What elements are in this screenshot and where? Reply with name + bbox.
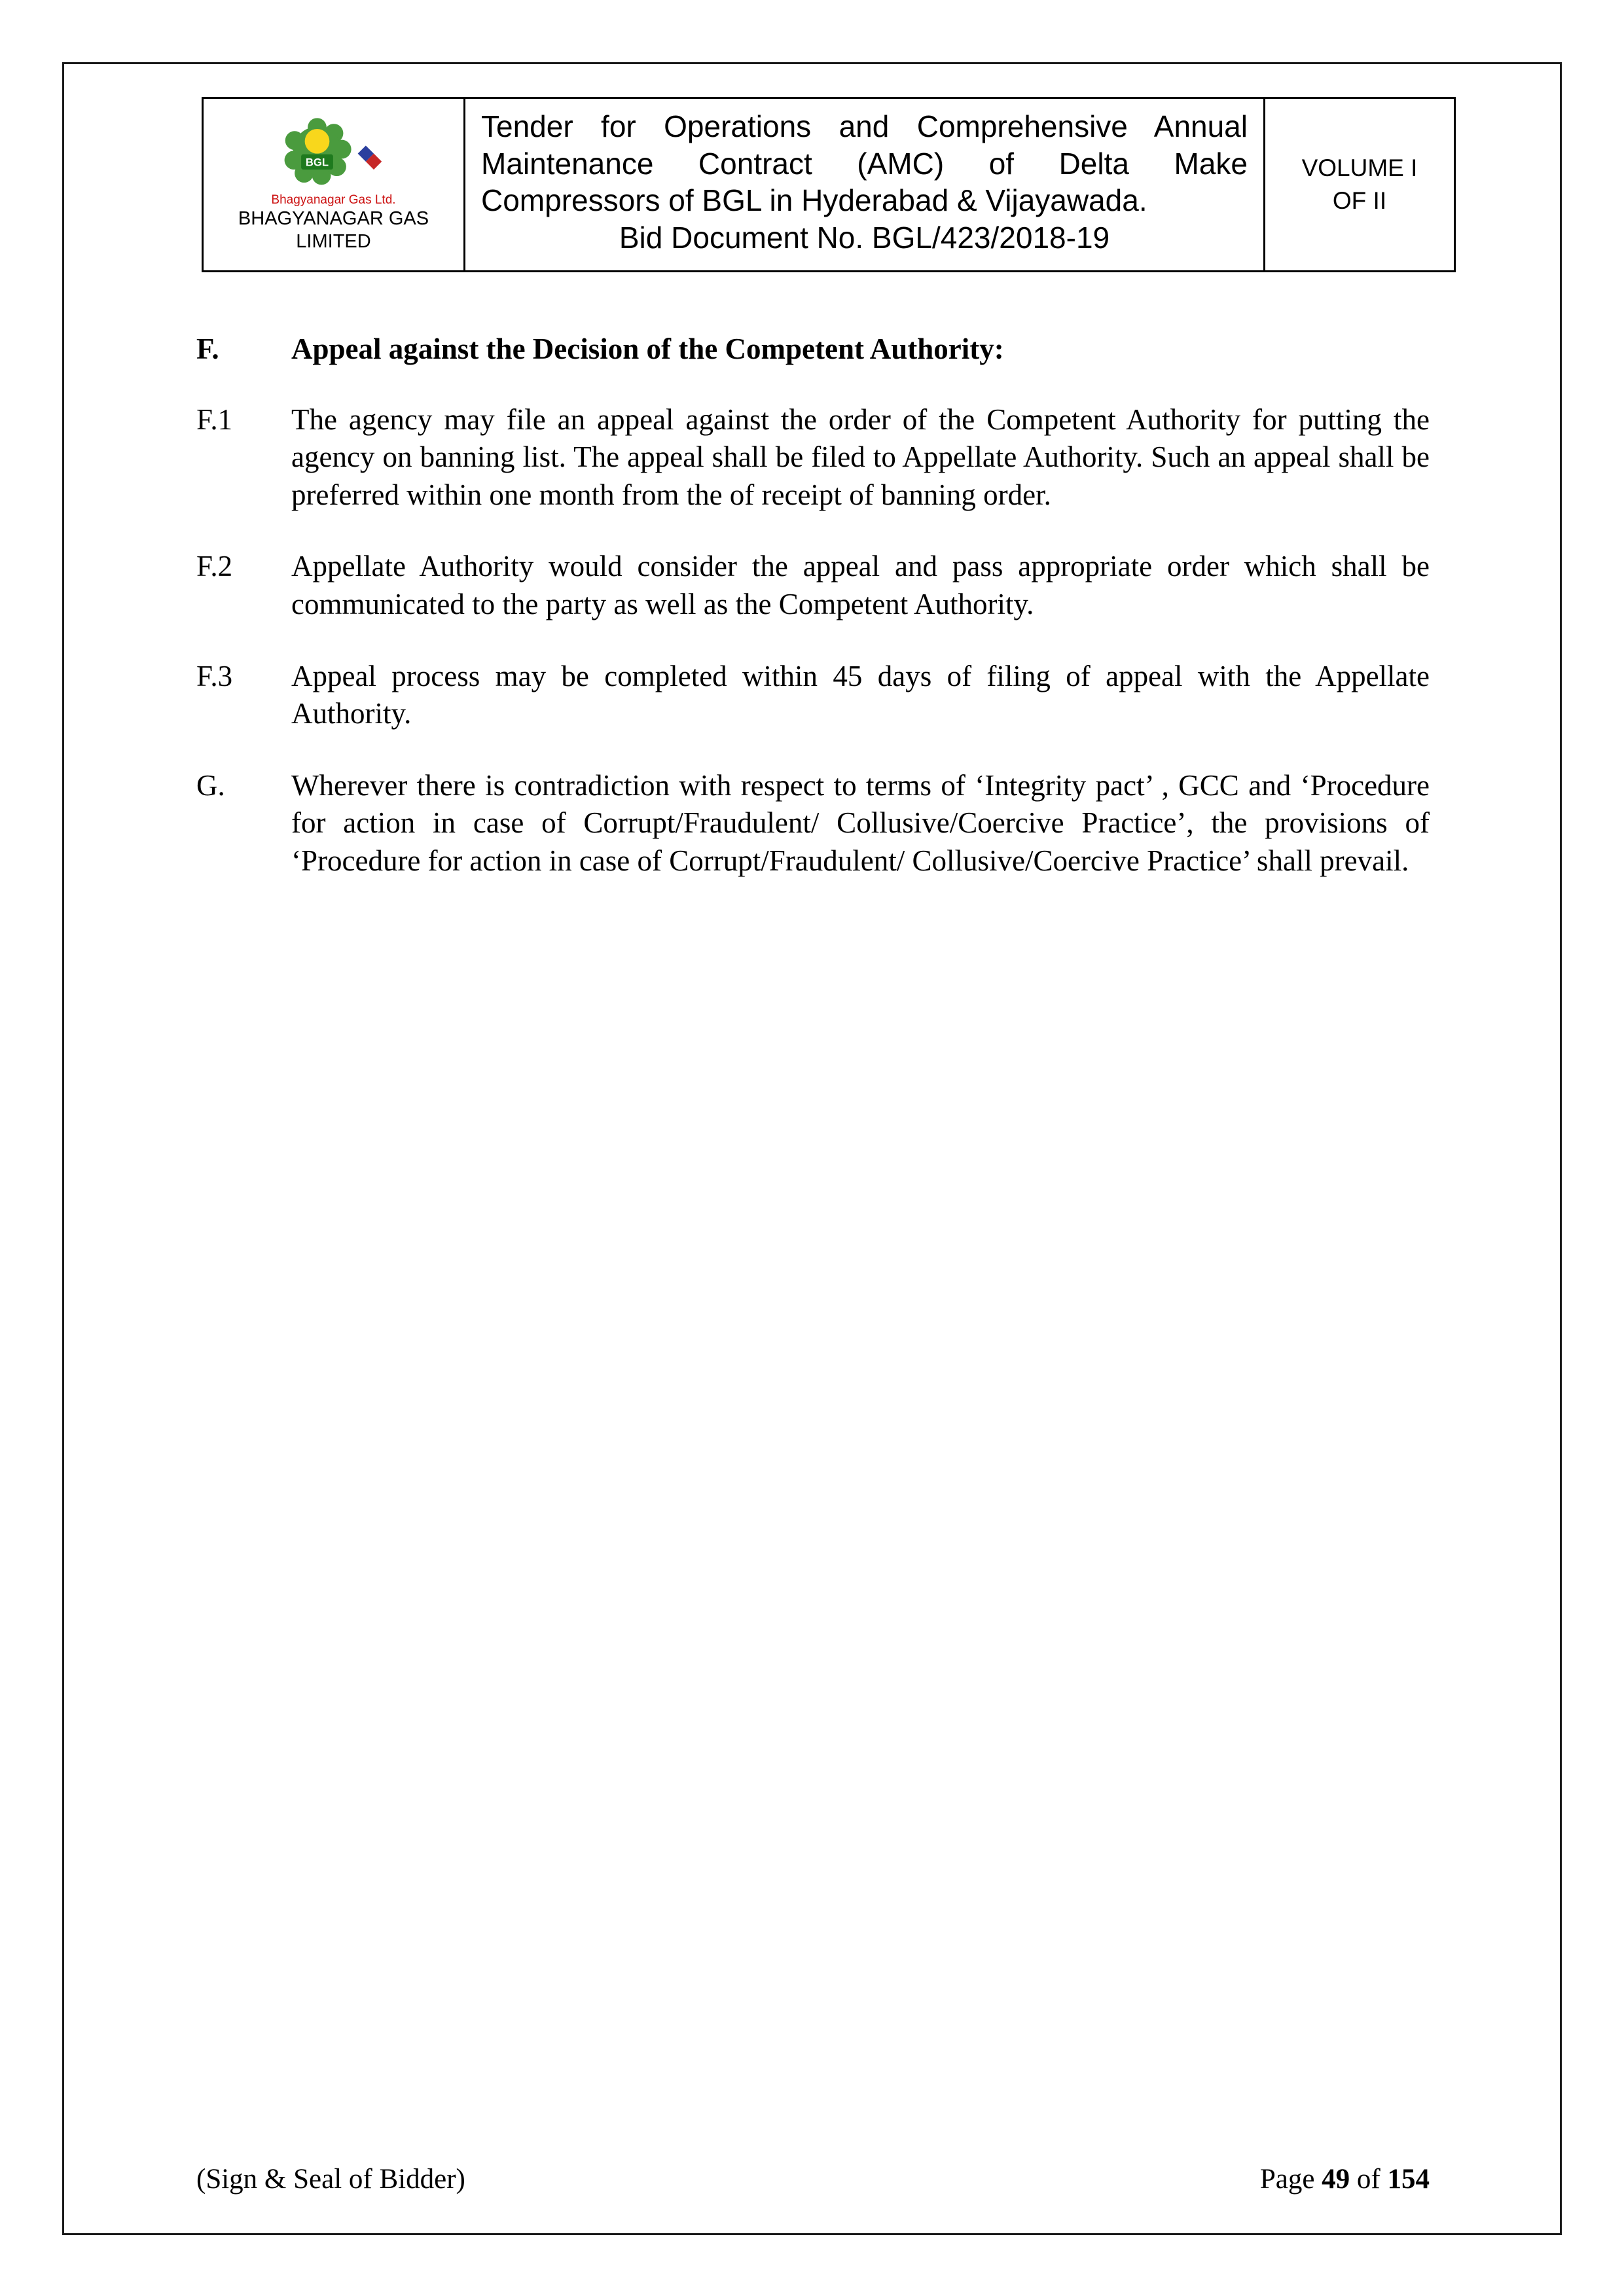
volume-line1: VOLUME I (1301, 154, 1418, 182)
section-heading (196, 331, 1430, 368)
sign-seal-note: (Sign & Seal of Bidder) (196, 2164, 465, 2195)
clause-label: F.2 (196, 550, 233, 583)
document-content (196, 331, 1430, 914)
clause-label: F.1 (196, 403, 233, 436)
clause-text: The agency may file an appeal against the order of the Competent Authority for putting the agency on banning list. The appeal shall be filed to Appellate Authority. Such an appeal shall be preferred within one month from the of receipt of banning order. (291, 403, 1430, 511)
bid-document-number: Bid Document No. BGL/423/2018-19 (619, 220, 1110, 255)
page-footer (196, 2163, 1430, 2195)
volume-line2: OF II (1332, 187, 1387, 214)
company-name-line1: BHAGYANAGAR GAS (238, 208, 429, 230)
bgl-logo-icon (272, 116, 396, 196)
tender-title: Tender for Operations and Comprehensive Annual Maintenance Contract (AMC) of Delta Make Compressors of BGL in Hyderabad & Vijayawada. (481, 109, 1248, 218)
section-title: Appeal against the Decision of the Competent Authority: (291, 332, 1004, 365)
clause-f1 (196, 401, 1430, 514)
logo-tagline: Bhagyanagar Gas Ltd. (271, 193, 396, 207)
clause-g (196, 767, 1430, 880)
clause-text: Appellate Authority would consider the appeal and pass appropriate order which shall be communicated to the party as well as the Competent Authority. (291, 550, 1430, 620)
logo-cell (204, 99, 465, 270)
of-word: of (1356, 2164, 1380, 2195)
header-title-cell (465, 99, 1265, 270)
section-label: F. (196, 332, 219, 365)
clause-label: F.3 (196, 659, 233, 692)
page-word: Page (1259, 2164, 1315, 2195)
page-number: 49 (1322, 2164, 1350, 2195)
clause-text: Appeal process may be completed within 45 days of filing of appeal with the Appellate Authority. (291, 659, 1430, 730)
page-info (1260, 2163, 1430, 2195)
clause-f3 (196, 658, 1430, 733)
total-pages: 154 (1387, 2164, 1430, 2195)
volume-cell (1265, 99, 1454, 270)
company-name-line2: LIMITED (296, 231, 371, 252)
clause-text: Wherever there is contradiction with respect to terms of ‘Integrity pact’ , GCC and ‘Procedure for action in case of Corrupt/Fraudulent/ Collusive/Coercive Practice’, the provisions of ‘Procedure for action in case of Corrupt/Fraudulent/ Collusive/Coercive Practice’ shall prevail. (291, 768, 1430, 877)
header-table (202, 97, 1456, 272)
clause-f2 (196, 548, 1430, 623)
logo-monogram: BGL (305, 156, 329, 169)
clause-label: G. (196, 768, 225, 802)
